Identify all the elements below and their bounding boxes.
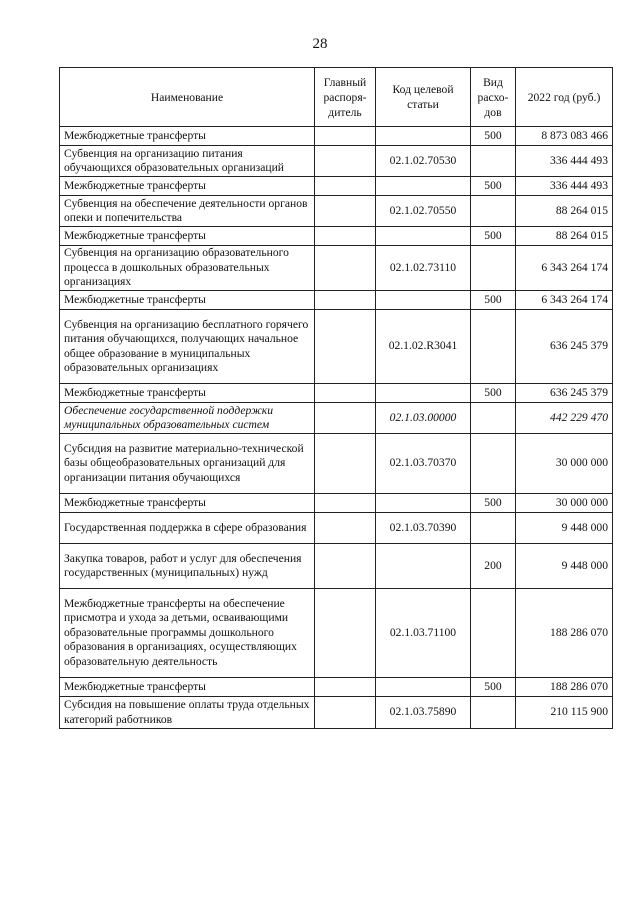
- budget-table: [59, 67, 613, 729]
- cell-type: 500: [471, 291, 516, 310]
- table-row: [60, 434, 613, 494]
- cell-type: [471, 246, 516, 291]
- table-row: [60, 146, 613, 177]
- table-row: [60, 494, 613, 513]
- table-row: [60, 384, 613, 403]
- cell-manager: [315, 291, 376, 310]
- cell-code: [376, 544, 471, 589]
- cell-amount: 8 873 083 466: [516, 127, 613, 146]
- cell-manager: [315, 177, 376, 196]
- cell-code: [376, 127, 471, 146]
- table-row: [60, 127, 613, 146]
- cell-manager: [315, 589, 376, 678]
- cell-name: Межбюджетные трансферты: [60, 494, 315, 513]
- cell-manager: [315, 384, 376, 403]
- cell-type: 500: [471, 177, 516, 196]
- cell-manager: [315, 678, 376, 697]
- header-name: Наименование: [60, 68, 315, 127]
- cell-name: Государственная поддержка в сфере образования: [60, 513, 315, 544]
- cell-manager: [315, 146, 376, 177]
- cell-code: 02.1.02.70550: [376, 196, 471, 227]
- cell-amount: 188 286 070: [516, 589, 613, 678]
- cell-code: [376, 227, 471, 246]
- page-number: 28: [312, 36, 328, 52]
- header-type: Вид расхо-дов: [471, 68, 516, 127]
- cell-code: 02.1.03.70390: [376, 513, 471, 544]
- cell-code: [376, 494, 471, 513]
- cell-type: 500: [471, 227, 516, 246]
- cell-name: Субвенция на организацию образовательного процесса в дошкольных образовательных организациях: [60, 246, 315, 291]
- cell-code: [376, 678, 471, 697]
- cell-manager: [315, 196, 376, 227]
- cell-type: [471, 434, 516, 494]
- header-manager: Главный распоря-дитель: [315, 68, 376, 127]
- cell-code: 02.1.03.75890: [376, 697, 471, 729]
- cell-type: [471, 146, 516, 177]
- table-row: [60, 177, 613, 196]
- table-row: [60, 310, 613, 384]
- table-header-row: [60, 68, 613, 127]
- table-body: [60, 127, 613, 729]
- cell-amount: 6 343 264 174: [516, 291, 613, 310]
- cell-name: Субвенция на организацию бесплатного горячего питания обучающихся, получающих начальное общее образование в муниципальных образовательных организациях: [60, 310, 315, 384]
- cell-type: [471, 403, 516, 434]
- cell-name: Межбюджетные трансферты: [60, 384, 315, 403]
- cell-name: Межбюджетные трансферты: [60, 177, 315, 196]
- cell-manager: [315, 697, 376, 729]
- table-row: [60, 196, 613, 227]
- cell-name: Межбюджетные трансферты: [60, 227, 315, 246]
- cell-name: Межбюджетные трансферты: [60, 678, 315, 697]
- cell-type: [471, 513, 516, 544]
- cell-name: Закупка товаров, работ и услуг для обеспечения государственных (муниципальных) нужд: [60, 544, 315, 589]
- cell-manager: [315, 246, 376, 291]
- cell-amount: 336 444 493: [516, 177, 613, 196]
- cell-manager: [315, 513, 376, 544]
- cell-name: Обеспечение государственной поддержки муниципальных образовательных систем: [60, 403, 315, 434]
- table-row: [60, 291, 613, 310]
- cell-name: Субсидия на повышение оплаты труда отдельных категорий работников: [60, 697, 315, 729]
- cell-manager: [315, 227, 376, 246]
- cell-type: [471, 697, 516, 729]
- cell-code: [376, 384, 471, 403]
- cell-amount: 188 286 070: [516, 678, 613, 697]
- cell-type: [471, 196, 516, 227]
- cell-manager: [315, 544, 376, 589]
- cell-name: Межбюджетные трансферты на обеспечение присмотра и ухода за детьми, осваивающими образовательные программы дошкольного образования в организациях, осуществляющих образовательную деятельность: [60, 589, 315, 678]
- cell-amount: 336 444 493: [516, 146, 613, 177]
- cell-amount: 210 115 900: [516, 697, 613, 729]
- cell-name: Субсидия на развитие материально-технической базы общеобразовательных организаций для организации питания обучающихся: [60, 434, 315, 494]
- cell-type: 500: [471, 494, 516, 513]
- table-row: [60, 678, 613, 697]
- cell-code: 02.1.02.R3041: [376, 310, 471, 384]
- cell-amount: 442 229 470: [516, 403, 613, 434]
- cell-manager: [315, 310, 376, 384]
- cell-amount: 6 343 264 174: [516, 246, 613, 291]
- cell-type: 500: [471, 384, 516, 403]
- table-row: [60, 246, 613, 291]
- cell-amount: 9 448 000: [516, 513, 613, 544]
- cell-code: 02.1.03.00000: [376, 403, 471, 434]
- table-row: [60, 544, 613, 589]
- header-code: Код целевой статьи: [376, 68, 471, 127]
- cell-name: Межбюджетные трансферты: [60, 291, 315, 310]
- cell-amount: 30 000 000: [516, 494, 613, 513]
- cell-code: 02.1.02.70530: [376, 146, 471, 177]
- cell-amount: 9 448 000: [516, 544, 613, 589]
- cell-manager: [315, 403, 376, 434]
- header-amount: 2022 год (руб.): [516, 68, 613, 127]
- cell-name: Межбюджетные трансферты: [60, 127, 315, 146]
- cell-type: 200: [471, 544, 516, 589]
- cell-code: 02.1.02.73110: [376, 246, 471, 291]
- cell-code: [376, 177, 471, 196]
- cell-amount: 636 245 379: [516, 384, 613, 403]
- cell-type: [471, 589, 516, 678]
- cell-manager: [315, 494, 376, 513]
- cell-amount: 88 264 015: [516, 227, 613, 246]
- table-row: [60, 513, 613, 544]
- table-row: [60, 403, 613, 434]
- cell-type: 500: [471, 127, 516, 146]
- table-row: [60, 697, 613, 729]
- cell-code: [376, 291, 471, 310]
- cell-amount: 30 000 000: [516, 434, 613, 494]
- cell-manager: [315, 434, 376, 494]
- cell-amount: 636 245 379: [516, 310, 613, 384]
- cell-code: 02.1.03.70370: [376, 434, 471, 494]
- cell-type: 500: [471, 678, 516, 697]
- table-row: [60, 589, 613, 678]
- cell-name: Субвенция на обеспечение деятельности органов опеки и попечительства: [60, 196, 315, 227]
- cell-name: Субвенция на организацию питания обучающихся образовательных организаций: [60, 146, 315, 177]
- cell-type: [471, 310, 516, 384]
- cell-manager: [315, 127, 376, 146]
- table-row: [60, 227, 613, 246]
- cell-amount: 88 264 015: [516, 196, 613, 227]
- cell-code: 02.1.03.71100: [376, 589, 471, 678]
